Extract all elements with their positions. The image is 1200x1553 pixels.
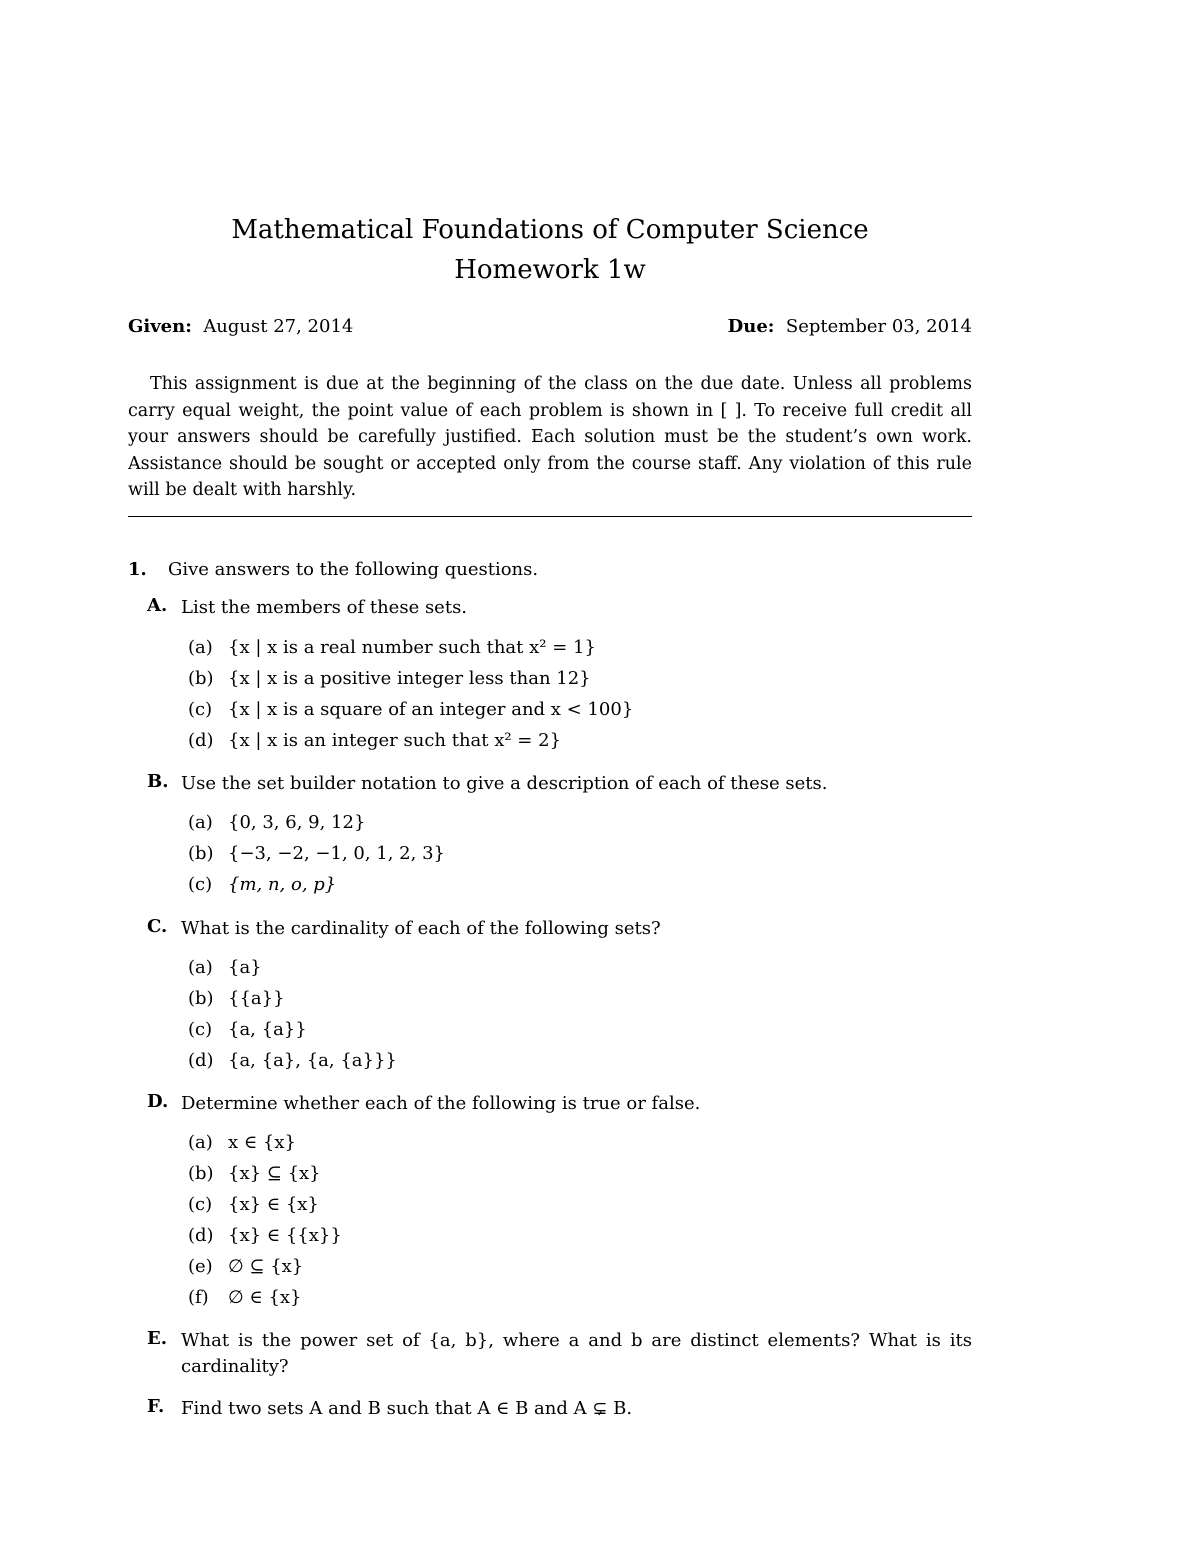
given-label: Given: [128,316,192,337]
section-c-item [188,957,262,978]
course-title: Mathematical Foundations of Computer Science [231,215,869,245]
item-label: (a) [188,812,213,833]
item-label: (d) [188,730,214,751]
item-label: (b) [188,988,214,1009]
section-d-item [188,1132,296,1153]
section-c-item [188,1019,307,1040]
due-date: September 03, 2014 [785,316,972,337]
item-text: {x | x is an integer such that x² = 2} [228,730,562,751]
item-label: (c) [188,1194,213,1215]
item-label: (a) [188,1132,213,1153]
item-text: {a, {a}} [228,1019,307,1040]
item-label: (f) [188,1287,209,1308]
section-c-letter: C. [147,916,168,937]
section-c-item [188,988,285,1009]
section-d-item [188,1225,342,1246]
section-d-item [188,1256,303,1277]
item-text: {0, 3, 6, 9, 12} [228,812,366,833]
item-text: {x} ⊆ {x} [228,1163,321,1184]
given-date: August 27, 2014 [203,316,354,337]
item-text: {m, n, o, p} [228,874,337,895]
section-e-text: What is the power set of {a, b}, where a and b are distinct elements? What is its cardinality? [181,1330,972,1377]
section-a-item [188,637,596,658]
section-b-item [188,843,445,864]
item-label: (a) [188,637,213,658]
section-f-text: Find two sets A and B such that A ∈ B and A ⊊ B. [181,1398,633,1419]
item-text: {−3, −2, −1, 0, 1, 2, 3} [228,843,445,864]
item-label: (d) [188,1225,214,1246]
item-text: {x} ∈ {{x}} [228,1225,342,1246]
item-text: {x | x is a real number such that x² = 1} [228,637,596,658]
section-d-item [188,1163,321,1184]
item-label: (b) [188,1163,214,1184]
section-a-text: List the members of these sets. [181,597,468,618]
section-b-text: Use the set builder notation to give a description of each of these sets. [181,773,828,794]
item-label: (d) [188,1050,214,1071]
item-text: {x | x is a positive integer less than 12} [228,668,591,689]
item-text: x ∈ {x} [228,1132,296,1153]
item-label: (b) [188,668,214,689]
item-text: ∅ ⊆ {x} [228,1256,304,1277]
item-label: (e) [188,1256,213,1277]
item-label: (c) [188,874,213,895]
item-label: (a) [188,957,213,978]
item-label: (c) [188,1019,213,1040]
item-text: {x} ∈ {x} [228,1194,319,1215]
item-label: (b) [188,843,214,864]
instructions-paragraph: This assignment is due at the beginning of the class on the due date. Unless all problems carry equal weight, the point value of each problem is shown in [ ]. To receive full credit all your answers should be carefully justified. Each solution must be the student’s own work. Assistance should be sought or accepted only from the course staff. Any violation of this rule will be dealt with harshly. [128,374,972,500]
section-d-letter: D. [147,1091,169,1112]
divider-rule [128,516,972,517]
given-line [128,316,353,337]
item-text: {a, {a}, {a, {a}}} [228,1050,397,1071]
item-text: {a} [228,957,262,978]
item-text: {{a}} [228,988,285,1009]
due-label: Due: [727,316,775,337]
section-e-letter: E. [147,1328,167,1349]
section-d-text: Determine whether each of the following is true or false. [181,1093,701,1114]
item-text: {x | x is a square of an integer and x < 100} [228,699,634,720]
section-d-item [188,1287,302,1308]
assignment-title: Homework 1w [454,255,646,285]
section-c-item [188,1050,397,1071]
problem-text: Give answers to the following questions. [168,559,539,580]
section-b-item [188,812,365,833]
section-c-text: What is the cardinality of each of the following sets? [181,918,661,939]
due-line [728,316,972,337]
item-label: (c) [188,699,213,720]
section-f-letter: F. [147,1396,165,1417]
section-a-item [188,730,561,751]
problem-number: 1. [128,559,147,580]
item-text: ∅ ∈ {x} [228,1287,302,1308]
section-a-item [188,668,591,689]
section-a-item [188,699,633,720]
section-a-letter: A. [147,595,168,616]
section-b-letter: B. [147,771,169,792]
section-b-item [188,874,336,895]
section-d-item [188,1194,319,1215]
